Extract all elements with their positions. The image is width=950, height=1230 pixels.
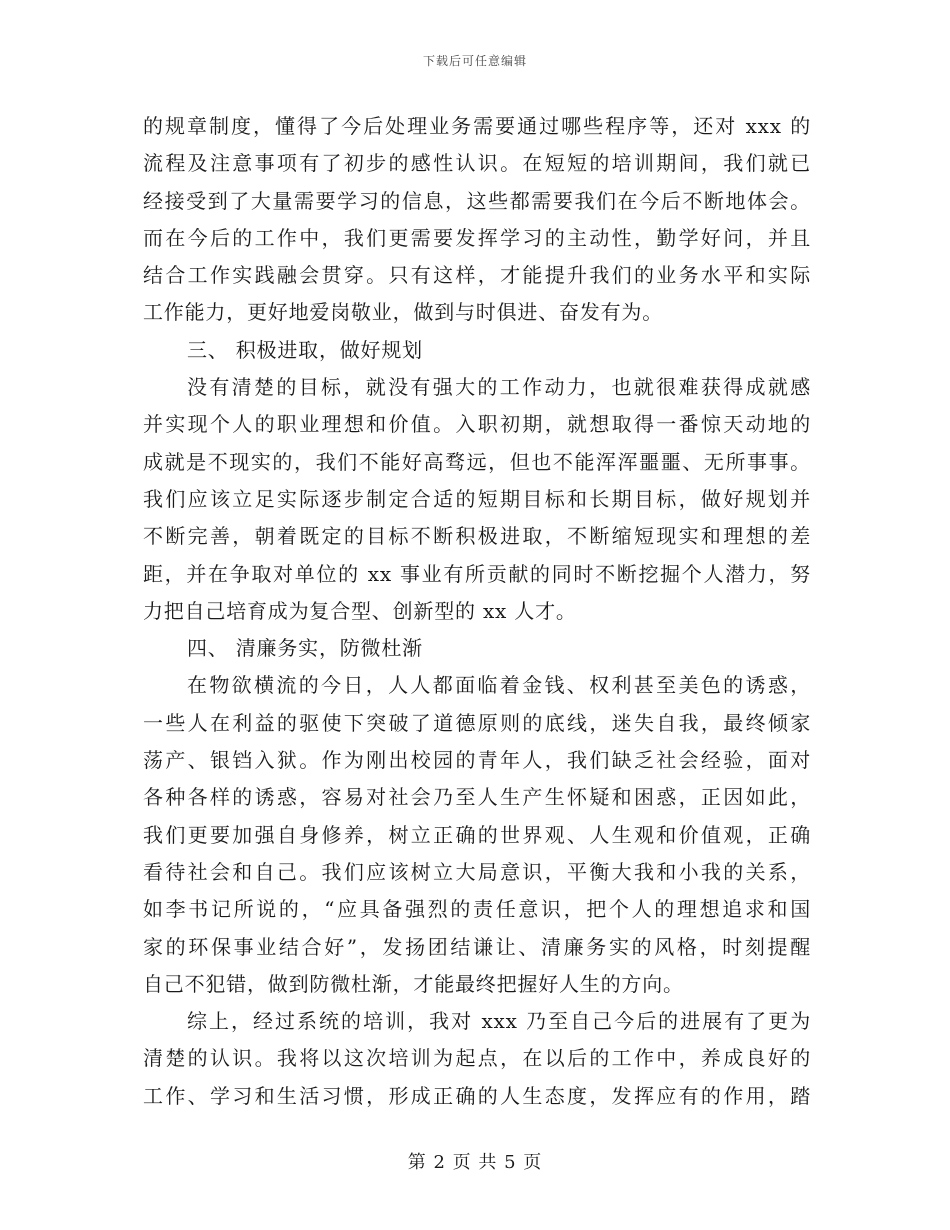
text-line: 没有清楚的目标，就没有强大的工作动力，也就很难获得成就感 (187, 375, 811, 400)
text-line: 成就是不现实的，我们不能好高骛远，但也不能浑浑噩噩、无所事事。 (143, 449, 811, 474)
document-body (143, 108, 811, 1115)
text-line: 综上，经过系统的培训，我对 xxx 乃至自己今后的进展有了更为 (187, 1009, 811, 1034)
page-header: 下载后可任意编辑 (422, 54, 527, 68)
section-heading-4: 四、 清廉务实，防微杜渐 (187, 636, 423, 661)
text-line: 清楚的认识。我将以这次培训为起点，在以后的工作中，养成良好的 (143, 1046, 811, 1071)
text-line: 工作能力，更好地爱岗敬业，做到与时俱进、奋发有为。 (143, 300, 663, 325)
text-line: 各种各样的诱惑，容易对社会乃至人生产生怀疑和困惑，正因如此， (143, 785, 811, 810)
text-line: 经接受到了大量需要学习的信息，这些都需要我们在今后不断地体会。 (143, 188, 811, 213)
text-line: 自己不犯错，做到防微杜渐，才能最终把握好人生的方向。 (143, 971, 684, 996)
page-number: 第 2 页 共 5 页 (407, 1152, 543, 1173)
text-line: 在物欲横流的今日，人人都面临着金钱、权利甚至美色的诱惑， (187, 673, 811, 698)
text-line: 如李书记所说的，“应具备强烈的责任意识，把个人的理想追求和国 (143, 897, 811, 922)
section-heading-3: 三、 积极进取，做好规划 (187, 337, 423, 362)
text-line: 结合工作实践融会贯穿。只有这样，才能提升我们的业务水平和实际 (143, 263, 811, 288)
text-line: 荡产、银铛入狱。作为刚出校园的青年人，我们缺乏社会经验，面对 (143, 748, 811, 773)
text-line: 我们应该立足实际逐步制定合适的短期目标和长期目标，做好规划并 (143, 486, 811, 511)
text-line: 一些人在利益的驱使下突破了道德原则的底线，迷失自我，最终倾家 (143, 710, 811, 735)
text-line: 的规章制度，懂得了今后处理业务需要通过哪些程序等，还对 xxx 的 (143, 114, 811, 138)
text-line: 不断完善，朝着既定的目标不断积极进取，不断缩短现实和理想的差 (143, 524, 811, 549)
text-line: 流程及注意事项有了初步的感性认识。在短短的培训期间，我们就已 (143, 151, 811, 176)
text-line: 而在今后的工作中，我们更需要发挥学习的主动性，勤学好问，并且 (143, 225, 811, 250)
text-line: 距，并在争取对单位的 xx 事业有所贡献的同时不断挖掘个人潜力，努 (143, 561, 811, 586)
text-line: 看待社会和自己。我们应该树立大局意识，平衡大我和小我的关系， (143, 859, 811, 884)
text-line: 我们更要加强自身修养，树立正确的世界观、人生观和价值观，正确 (143, 822, 811, 847)
text-line: 家的环保事业结合好”，发扬团结谦让、清廉务实的风格，时刻提醒 (143, 934, 811, 959)
text-line: 力把自己培育成为复合型、创新型的 xx 人才。 (143, 598, 577, 623)
text-line: 工作、学习和生活习惯，形成正确的人生态度，发挥应有的作用，踏 (143, 1083, 811, 1108)
text-line: 并实现个人的职业理想和价值。入职初期，就想取得一番惊天动地的 (143, 412, 811, 437)
